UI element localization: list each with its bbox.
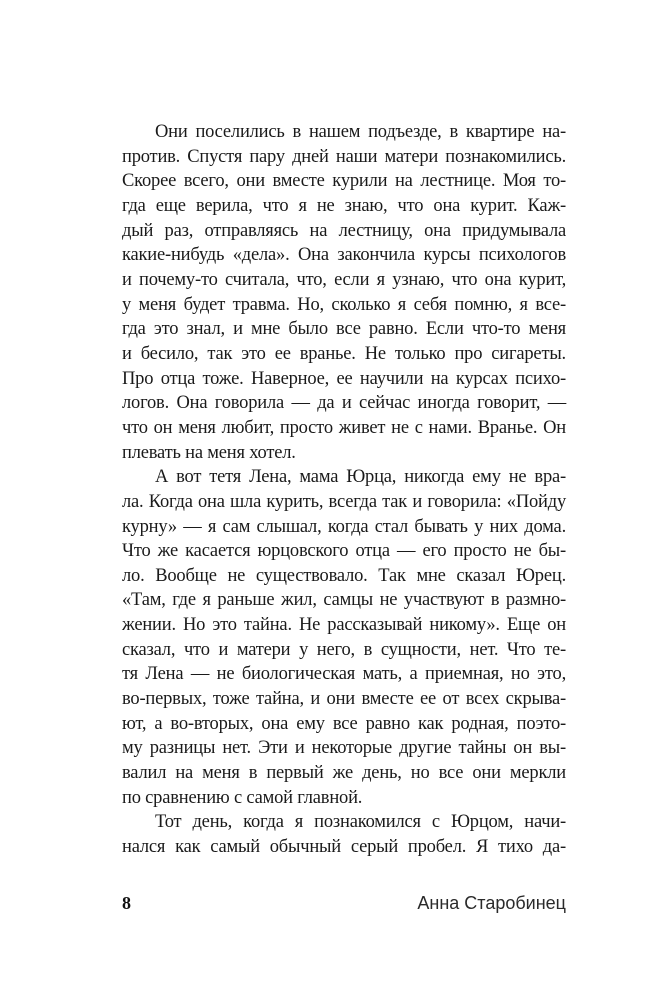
text-line: какие-нибудь «дела». Она закончила курсы психологов [122, 245, 566, 266]
text-line: ют, а во-вторых, она ему все равно как родная, поэто- [122, 713, 566, 734]
text-line: А вот тетя Лена, мама Юрца, никогда ему не вра- [155, 467, 566, 488]
text-line: «Там, где я раньше жил, самцы не участвуют в размно- [122, 590, 566, 611]
text-line: сказал, что и матери у него, в сущности, нет. Что те- [122, 639, 566, 660]
paragraph [122, 810, 566, 859]
text-line: у меня будет травма. Но, сколько я себя помню, я все- [122, 294, 566, 315]
text-line: Тот день, когда я познакомился с Юрцом, начи- [155, 812, 566, 833]
text-line: и бесило, так это ее вранье. Не только про сигареты. [122, 343, 566, 364]
text-line: ло. Вообще не существовало. Так мне сказал Юрец. [122, 565, 566, 586]
text-line: жении. Но это тайна. Не рассказывай никому». Еще он [122, 615, 566, 636]
page-number: 8 [122, 893, 131, 913]
paragraph [122, 120, 566, 465]
text-line: нался как самый обычный серый пробел. Я тихо да- [122, 837, 566, 858]
text-line: курну» — я сам слышал, когда стал бывать у них дома. [122, 516, 566, 537]
text-line: му разницы нет. Эти и некоторые другие тайны он вы- [122, 738, 566, 759]
text-line: валил на меня в первый же день, но все они меркли [122, 763, 566, 784]
text-line: во-первых, тоже тайна, и они вместе ее от всех скрыва- [122, 689, 566, 710]
page-footer [122, 893, 566, 914]
text-line: и почему-то считала, что, если я узнаю, что она курит, [122, 269, 566, 290]
text-line: что он меня любит, просто живет не с нами. Вранье. Он [122, 417, 566, 438]
text-line: по сравнению с самой главной. [122, 787, 363, 808]
text-line: Скорее всего, они вместе курили на лестнице. Моя то- [122, 171, 566, 192]
running-head-author: Анна Старобинец [417, 893, 566, 913]
text-line: тя Лена — не биологическая мать, а приемная, но это, [122, 664, 566, 685]
text-line: Про отца тоже. Наверное, ее научили на курсах психо- [122, 368, 566, 389]
text-line: против. Спустя пару дней наши матери познакомились. [122, 146, 566, 167]
text-line: дый раз, отправляясь на лестницу, она придумывала [122, 220, 566, 241]
text-line: гда это знал, и мне было все равно. Если что-то меня [122, 319, 566, 340]
paragraph [122, 465, 566, 810]
text-line: ла. Когда она шла курить, всегда так и говорила: «Пойду [122, 491, 566, 512]
text-line: гда еще верила, что я не знаю, что она курит. Каж- [122, 195, 566, 216]
text-line: Они поселились в нашем подъезде, в квартире на- [155, 122, 566, 142]
text-line: плевать на меня хотел. [122, 442, 296, 463]
text-line: Что же касается юрцовского отца — его просто не бы- [122, 541, 566, 562]
text-line: логов. Она говорила — да и сейчас иногда говорит, — [122, 393, 566, 414]
text-block [122, 120, 566, 860]
